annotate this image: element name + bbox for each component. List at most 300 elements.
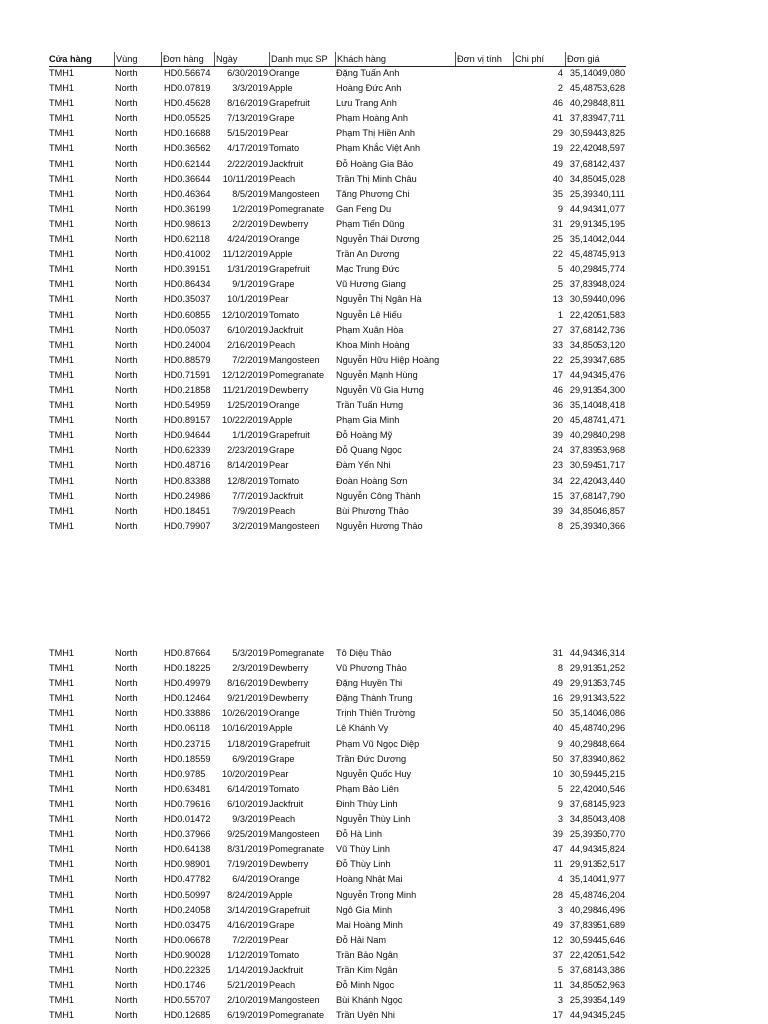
cell-region[interactable]: North <box>115 369 138 380</box>
cell-category[interactable]: Grapefruit <box>269 264 310 275</box>
table-row[interactable] <box>49 827 626 842</box>
cell-category[interactable]: Peach <box>269 173 296 184</box>
cell-store[interactable]: TMH1 <box>49 783 75 794</box>
cell-store[interactable]: TMH1 <box>49 814 75 825</box>
cell-price[interactable]: 53,628 <box>597 83 625 94</box>
table-row[interactable] <box>49 857 626 872</box>
cell-category[interactable]: Pear <box>269 460 289 471</box>
cell-unit[interactable]: 3 <box>557 814 563 825</box>
table-row[interactable] <box>49 474 626 489</box>
cell-store[interactable]: TMH1 <box>49 158 75 169</box>
cell-customer[interactable]: Trần Đức Dương <box>336 753 407 764</box>
cell-price[interactable]: 48,418 <box>597 400 625 411</box>
cell-price[interactable]: 45,824 <box>597 844 625 855</box>
cell-customer[interactable]: Khoa Minh Hoàng <box>336 339 410 350</box>
cell-order[interactable]: HD0.56674 <box>164 68 211 78</box>
table-row[interactable] <box>49 292 626 307</box>
table-row[interactable] <box>49 428 626 443</box>
cell-customer[interactable]: Đỗ Minh Ngọc <box>336 980 395 991</box>
cell-store[interactable]: TMH1 <box>49 249 75 260</box>
cell-customer[interactable]: Đỗ Thùy Linh <box>336 859 391 870</box>
cell-price[interactable]: 45,646 <box>597 934 625 945</box>
table-row[interactable] <box>49 918 626 933</box>
cell-unit[interactable]: 29 <box>552 128 563 139</box>
table-row[interactable] <box>49 812 626 827</box>
cell-cost[interactable]: 25,393 <box>569 829 598 840</box>
cell-customer[interactable]: Tô Diệu Thảo <box>336 648 392 658</box>
cell-unit[interactable]: 22 <box>552 354 563 365</box>
header-order[interactable]: Đơn hàng <box>161 52 213 66</box>
cell-customer[interactable]: Trần Uyên Nhi <box>336 1010 395 1021</box>
cell-region[interactable]: North <box>115 678 138 689</box>
cell-cost[interactable]: 37,839 <box>569 445 598 456</box>
cell-unit[interactable]: 39 <box>552 829 563 840</box>
cell-region[interactable]: North <box>115 663 138 674</box>
cell-region[interactable]: North <box>115 234 138 245</box>
cell-order[interactable]: HD0.39151 <box>164 264 211 275</box>
cell-region[interactable]: North <box>115 723 138 734</box>
cell-customer[interactable]: Mai Hoàng Minh <box>336 919 403 930</box>
cell-category[interactable]: Dewberry <box>269 693 309 704</box>
cell-store[interactable]: TMH1 <box>49 520 75 531</box>
cell-unit[interactable]: 3 <box>557 904 563 915</box>
cell-date[interactable]: 8/31/2019 <box>227 844 268 855</box>
cell-cost[interactable]: 40,298 <box>569 904 598 915</box>
cell-unit[interactable]: 5 <box>557 964 563 975</box>
cell-category[interactable]: Peach <box>269 980 296 991</box>
cell-category[interactable]: Tomato <box>269 783 300 794</box>
cell-category[interactable]: Tomato <box>269 143 300 154</box>
cell-customer[interactable]: Nguyễn Lê Hiếu <box>336 309 402 320</box>
table-row[interactable] <box>49 721 626 736</box>
cell-customer[interactable]: Phạm Thị Hiền Anh <box>336 128 415 139</box>
cell-category[interactable]: Apple <box>269 83 293 94</box>
cell-price[interactable]: 47,790 <box>597 490 625 501</box>
cell-region[interactable]: North <box>115 218 138 229</box>
cell-category[interactable]: Peach <box>269 505 296 516</box>
cell-unit[interactable]: 41 <box>552 113 563 124</box>
cell-unit[interactable]: 49 <box>552 678 563 689</box>
table-row[interactable] <box>49 353 626 368</box>
cell-unit[interactable]: 33 <box>552 339 563 350</box>
cell-unit[interactable]: 11 <box>553 859 563 870</box>
cell-category[interactable]: Dewberry <box>269 218 309 229</box>
cell-region[interactable]: North <box>115 339 138 350</box>
table-row[interactable] <box>49 646 626 661</box>
cell-customer[interactable]: Đặng Huyền Thi <box>336 678 403 689</box>
cell-region[interactable]: North <box>115 829 138 840</box>
cell-price[interactable]: 45,923 <box>597 798 625 809</box>
cell-customer[interactable]: Tăng Phương Chi <box>336 188 410 199</box>
cell-order[interactable]: HD0.24058 <box>164 904 211 915</box>
cell-order[interactable]: HD0.79907 <box>164 520 211 531</box>
cell-customer[interactable]: Nguyễn Mạnh Hùng <box>336 369 418 380</box>
cell-category[interactable]: Mangosteen <box>269 520 320 531</box>
cell-region[interactable]: North <box>115 384 138 395</box>
cell-order[interactable]: HD0.05525 <box>164 113 211 124</box>
cell-unit[interactable]: 40 <box>552 723 563 734</box>
cell-price[interactable]: 40,366 <box>597 520 625 531</box>
cell-customer[interactable]: Lê Khánh Vy <box>336 723 389 734</box>
cell-cost[interactable]: 35,140 <box>569 708 598 719</box>
cell-customer[interactable]: Phạm Xuân Hòa <box>336 324 404 335</box>
cell-date[interactable]: 7/2/2019 <box>232 354 268 365</box>
cell-category[interactable]: Dewberry <box>269 384 309 395</box>
cell-category[interactable]: Grape <box>269 279 295 290</box>
cell-store[interactable]: TMH1 <box>49 294 75 305</box>
cell-region[interactable]: North <box>115 859 138 870</box>
cell-region[interactable]: North <box>115 249 138 260</box>
cell-cost[interactable]: 37,839 <box>569 753 598 764</box>
table-row[interactable] <box>49 752 626 767</box>
cell-date[interactable]: 6/9/2019 <box>232 753 268 764</box>
cell-region[interactable]: North <box>115 113 138 124</box>
table-row[interactable] <box>49 217 626 232</box>
cell-date[interactable]: 4/16/2019 <box>227 919 268 930</box>
cell-store[interactable]: TMH1 <box>49 919 75 930</box>
cell-customer[interactable]: Hoàng Nhật Mai <box>336 874 403 885</box>
cell-price[interactable]: 43,408 <box>597 814 625 825</box>
cell-customer[interactable]: Phạm Tiến Dũng <box>336 218 405 229</box>
cell-price[interactable]: 54,149 <box>597 995 625 1006</box>
cell-customer[interactable]: Bùi Phương Thảo <box>336 505 409 516</box>
cell-order[interactable]: HD0.9785 <box>164 768 206 779</box>
cell-category[interactable]: Pear <box>269 294 289 305</box>
cell-store[interactable]: TMH1 <box>49 218 75 229</box>
cell-category[interactable]: Jackfruit <box>269 964 304 975</box>
cell-cost[interactable]: 30,594 <box>569 934 598 945</box>
cell-cost[interactable]: 35,140 <box>569 68 598 78</box>
cell-order[interactable]: HD0.41002 <box>164 249 211 260</box>
cell-region[interactable]: North <box>115 143 138 154</box>
cell-store[interactable]: TMH1 <box>49 844 75 855</box>
cell-price[interactable]: 53,120 <box>597 339 625 350</box>
cell-customer[interactable]: Phạm Khắc Việt Anh <box>336 143 421 154</box>
cell-date[interactable]: 2/2/2019 <box>232 218 268 229</box>
table-row[interactable] <box>49 842 626 857</box>
cell-category[interactable]: Grapefruit <box>269 904 310 915</box>
cell-date[interactable]: 10/11/2019 <box>222 173 268 184</box>
cell-unit[interactable]: 5 <box>557 264 563 275</box>
cell-region[interactable]: North <box>115 753 138 764</box>
table-row[interactable] <box>49 126 626 141</box>
cell-date[interactable]: 1/1/2019 <box>232 430 268 441</box>
cell-unit[interactable]: 25 <box>552 234 563 245</box>
cell-region[interactable]: North <box>115 490 138 501</box>
cell-price[interactable]: 46,314 <box>597 648 625 658</box>
cell-store[interactable]: TMH1 <box>49 384 75 395</box>
cell-store[interactable]: TMH1 <box>49 354 75 365</box>
cell-cost[interactable]: 34,850 <box>569 814 598 825</box>
cell-customer[interactable]: Đỗ Hoàng Mỹ <box>336 430 393 441</box>
cell-category[interactable]: Orange <box>269 68 300 78</box>
table-row[interactable] <box>49 978 626 993</box>
cell-customer[interactable]: Phạm Hoàng Anh <box>336 113 409 124</box>
cell-category[interactable]: Jackfruit <box>269 490 304 501</box>
cell-order[interactable]: HD0.12464 <box>164 693 211 704</box>
cell-price[interactable]: 46,204 <box>597 889 625 900</box>
table-row[interactable] <box>49 368 626 383</box>
cell-store[interactable]: TMH1 <box>49 829 75 840</box>
cell-category[interactable]: Mangosteen <box>269 995 320 1006</box>
cell-order[interactable]: HD0.03475 <box>164 919 211 930</box>
table-row[interactable] <box>49 323 626 338</box>
cell-customer[interactable]: Nguyễn Hữu Hiệp Hoàng <box>336 354 440 365</box>
cell-date[interactable]: 3/3/2019 <box>232 83 268 94</box>
cell-unit[interactable]: 34 <box>552 475 563 486</box>
cell-category[interactable]: Jackfruit <box>269 798 304 809</box>
cell-price[interactable]: 45,476 <box>597 369 625 380</box>
cell-cost[interactable]: 29,913 <box>569 218 598 229</box>
cell-customer[interactable]: Bùi Khánh Ngọc <box>336 995 403 1006</box>
cell-region[interactable]: North <box>115 949 138 960</box>
cell-date[interactable]: 3/14/2019 <box>227 904 268 915</box>
cell-price[interactable]: 54,300 <box>597 384 625 395</box>
cell-region[interactable]: North <box>115 980 138 991</box>
cell-cost[interactable]: 34,850 <box>569 505 598 516</box>
cell-date[interactable]: 9/1/2019 <box>232 279 268 290</box>
cell-cost[interactable]: 29,913 <box>569 859 598 870</box>
cell-order[interactable]: HD0.12685 <box>164 1010 211 1021</box>
cell-price[interactable]: 43,522 <box>597 693 625 704</box>
table-row[interactable] <box>49 308 626 323</box>
cell-price[interactable]: 43,825 <box>597 128 625 139</box>
cell-store[interactable]: TMH1 <box>49 324 75 335</box>
table-row[interactable] <box>49 948 626 963</box>
cell-cost[interactable]: 35,140 <box>569 874 598 885</box>
cell-price[interactable]: 45,195 <box>597 218 625 229</box>
cell-cost[interactable]: 30,594 <box>569 294 598 305</box>
cell-date[interactable]: 12/8/2019 <box>227 475 268 486</box>
cell-category[interactable]: Grape <box>269 445 295 456</box>
cell-date[interactable]: 10/16/2019 <box>222 723 268 734</box>
cell-region[interactable]: North <box>115 874 138 885</box>
table-row[interactable] <box>49 737 626 752</box>
cell-unit[interactable]: 36 <box>552 400 563 411</box>
cell-cost[interactable]: 37,681 <box>569 324 598 335</box>
cell-cost[interactable]: 30,594 <box>569 460 598 471</box>
cell-region[interactable]: North <box>115 783 138 794</box>
cell-unit[interactable]: 22 <box>552 249 563 260</box>
cell-price[interactable]: 53,745 <box>597 678 625 689</box>
cell-order[interactable]: HD0.54959 <box>164 400 211 411</box>
cell-price[interactable]: 45,245 <box>597 1010 625 1021</box>
cell-cost[interactable]: 44,943 <box>569 369 598 380</box>
cell-price[interactable]: 46,496 <box>597 904 625 915</box>
cell-category[interactable]: Grape <box>269 753 295 764</box>
cell-date[interactable]: 10/20/2019 <box>222 768 268 779</box>
cell-unit[interactable]: 20 <box>552 415 563 426</box>
cell-cost[interactable]: 22,420 <box>569 949 598 960</box>
cell-price[interactable]: 51,689 <box>597 919 625 930</box>
cell-cost[interactable]: 40,298 <box>569 738 598 749</box>
cell-category[interactable]: Pomegranate <box>269 648 325 658</box>
cell-order[interactable]: HD0.71591 <box>164 369 211 380</box>
cell-category[interactable]: Grapefruit <box>269 430 310 441</box>
cell-region[interactable]: North <box>115 693 138 704</box>
table-row[interactable] <box>49 661 626 676</box>
cell-unit[interactable]: 46 <box>552 98 563 109</box>
cell-region[interactable]: North <box>115 889 138 900</box>
cell-store[interactable]: TMH1 <box>49 68 75 78</box>
cell-customer[interactable]: Đỗ Hải Nam <box>336 934 387 945</box>
cell-category[interactable]: Pear <box>269 768 289 779</box>
cell-customer[interactable]: Ngô Gia Minh <box>336 904 393 915</box>
cell-date[interactable]: 6/19/2019 <box>227 1010 268 1021</box>
cell-order[interactable]: HD0.07819 <box>164 83 211 94</box>
cell-date[interactable]: 11/21/2019 <box>222 384 268 395</box>
cell-unit[interactable]: 1 <box>557 309 563 320</box>
cell-cost[interactable]: 29,913 <box>569 693 598 704</box>
cell-store[interactable]: TMH1 <box>49 949 75 960</box>
cell-unit[interactable]: 13 <box>552 294 563 305</box>
cell-order[interactable]: HD0.90028 <box>164 949 211 960</box>
cell-category[interactable]: Grape <box>269 113 295 124</box>
cell-date[interactable]: 5/15/2019 <box>227 128 268 139</box>
cell-unit[interactable]: 28 <box>552 889 563 900</box>
cell-customer[interactable]: Trần Kim Ngân <box>336 964 398 975</box>
cell-order[interactable]: HD0.06678 <box>164 934 211 945</box>
table-row[interactable] <box>49 443 626 458</box>
cell-customer[interactable]: Vũ Hương Giang <box>336 279 406 290</box>
cell-cost[interactable]: 45,487 <box>569 249 598 260</box>
cell-unit[interactable]: 49 <box>552 158 563 169</box>
table-row[interactable] <box>49 767 626 782</box>
cell-date[interactable]: 4/17/2019 <box>227 143 268 154</box>
cell-region[interactable]: North <box>115 814 138 825</box>
cell-region[interactable]: North <box>115 768 138 779</box>
cell-price[interactable]: 46,086 <box>597 708 625 719</box>
cell-store[interactable]: TMH1 <box>49 264 75 275</box>
cell-store[interactable]: TMH1 <box>49 143 75 154</box>
cell-price[interactable]: 40,862 <box>597 753 625 764</box>
cell-order[interactable]: HD0.83388 <box>164 475 211 486</box>
cell-order[interactable]: HD0.63481 <box>164 783 211 794</box>
table-row[interactable] <box>49 141 626 156</box>
table-row[interactable] <box>49 398 626 413</box>
cell-category[interactable]: Grapefruit <box>269 738 310 749</box>
cell-unit[interactable]: 39 <box>552 505 563 516</box>
cell-store[interactable]: TMH1 <box>49 904 75 915</box>
cell-unit[interactable]: 31 <box>552 648 563 658</box>
cell-category[interactable]: Dewberry <box>269 859 309 870</box>
cell-price[interactable]: 51,252 <box>597 663 625 674</box>
cell-category[interactable]: Jackfruit <box>269 324 304 335</box>
cell-date[interactable]: 8/24/2019 <box>227 889 268 900</box>
cell-store[interactable]: TMH1 <box>49 98 75 109</box>
cell-price[interactable]: 41,077 <box>597 203 625 214</box>
cell-customer[interactable]: Trần An Dương <box>336 249 400 260</box>
cell-cost[interactable]: 37,681 <box>569 490 598 501</box>
cell-order[interactable]: HD0.46364 <box>164 188 211 199</box>
table-row[interactable] <box>49 519 626 534</box>
cell-region[interactable]: North <box>115 158 138 169</box>
cell-store[interactable]: TMH1 <box>49 279 75 290</box>
cell-customer[interactable]: Phạm Gia Minh <box>336 415 400 426</box>
table-row[interactable] <box>49 782 626 797</box>
cell-cost[interactable]: 30,594 <box>569 768 598 779</box>
cell-order[interactable]: HD0.35037 <box>164 294 211 305</box>
header-customer[interactable]: Khách hàng <box>335 52 455 66</box>
cell-customer[interactable]: Đỗ Hà Linh <box>336 829 382 840</box>
cell-customer[interactable]: Trịnh Thiên Trường <box>336 708 416 719</box>
cell-unit[interactable]: 24 <box>552 445 563 456</box>
cell-category[interactable]: Pomegranate <box>269 1010 325 1021</box>
cell-unit[interactable]: 12 <box>552 934 563 945</box>
cell-cost[interactable]: 29,913 <box>569 663 598 674</box>
cell-category[interactable]: Orange <box>269 400 300 411</box>
cell-customer[interactable]: Nguyễn Quốc Huy <box>336 768 412 779</box>
table-row[interactable] <box>49 111 626 126</box>
cell-store[interactable]: TMH1 <box>49 753 75 764</box>
cell-cost[interactable]: 45,487 <box>569 415 598 426</box>
cell-cost[interactable]: 45,487 <box>569 889 598 900</box>
cell-region[interactable]: North <box>115 400 138 411</box>
cell-price[interactable]: 45,913 <box>597 249 625 260</box>
cell-store[interactable]: TMH1 <box>49 309 75 320</box>
cell-customer[interactable]: Nguyễn Thùy Linh <box>336 814 411 825</box>
cell-date[interactable]: 8/16/2019 <box>227 98 268 109</box>
header-price[interactable]: Đơn giá <box>565 52 627 66</box>
cell-customer[interactable]: Nguyễn Hương Thảo <box>336 520 423 531</box>
cell-store[interactable]: TMH1 <box>49 400 75 411</box>
table-row[interactable] <box>49 797 626 812</box>
table-row[interactable] <box>49 872 626 887</box>
cell-price[interactable]: 53,968 <box>597 445 625 456</box>
cell-price[interactable]: 43,386 <box>597 964 625 975</box>
cell-region[interactable]: North <box>115 309 138 320</box>
cell-price[interactable]: 48,597 <box>597 143 625 154</box>
cell-date[interactable]: 7/9/2019 <box>232 505 268 516</box>
cell-order[interactable]: HD0.36199 <box>164 203 211 214</box>
cell-order[interactable]: HD0.18225 <box>164 663 211 674</box>
cell-category[interactable]: Grape <box>269 919 295 930</box>
cell-order[interactable]: HD0.88579 <box>164 354 211 365</box>
table-row[interactable] <box>49 458 626 473</box>
cell-region[interactable]: North <box>115 460 138 471</box>
cell-store[interactable]: TMH1 <box>49 708 75 719</box>
cell-store[interactable]: TMH1 <box>49 203 75 214</box>
cell-category[interactable]: Dewberry <box>269 663 309 674</box>
header-unit[interactable]: Đơn vị tính <box>455 52 513 66</box>
cell-date[interactable]: 6/10/2019 <box>227 798 268 809</box>
cell-category[interactable]: Mangosteen <box>269 829 320 840</box>
cell-order[interactable]: HD0.24986 <box>164 490 211 501</box>
cell-store[interactable]: TMH1 <box>49 128 75 139</box>
cell-region[interactable]: North <box>115 324 138 335</box>
cell-store[interactable]: TMH1 <box>49 415 75 426</box>
cell-unit[interactable]: 3 <box>557 995 563 1006</box>
cell-store[interactable]: TMH1 <box>49 768 75 779</box>
cell-order[interactable]: HD0.05037 <box>164 324 211 335</box>
table-row[interactable] <box>49 413 626 428</box>
cell-date[interactable]: 3/2/2019 <box>232 520 268 531</box>
cell-date[interactable]: 12/10/2019 <box>222 309 268 320</box>
cell-cost[interactable]: 34,850 <box>569 339 598 350</box>
cell-store[interactable]: TMH1 <box>49 445 75 456</box>
cell-region[interactable]: North <box>115 520 138 531</box>
cell-category[interactable]: Orange <box>269 234 300 245</box>
cell-unit[interactable]: 23 <box>552 460 563 471</box>
cell-category[interactable]: Apple <box>269 415 293 426</box>
cell-order[interactable]: HD0.64138 <box>164 844 211 855</box>
cell-region[interactable]: North <box>115 415 138 426</box>
cell-cost[interactable]: 40,298 <box>569 264 598 275</box>
cell-unit[interactable]: 27 <box>552 324 563 335</box>
cell-region[interactable]: North <box>115 738 138 749</box>
cell-store[interactable]: TMH1 <box>49 430 75 441</box>
table-row[interactable] <box>49 96 626 111</box>
